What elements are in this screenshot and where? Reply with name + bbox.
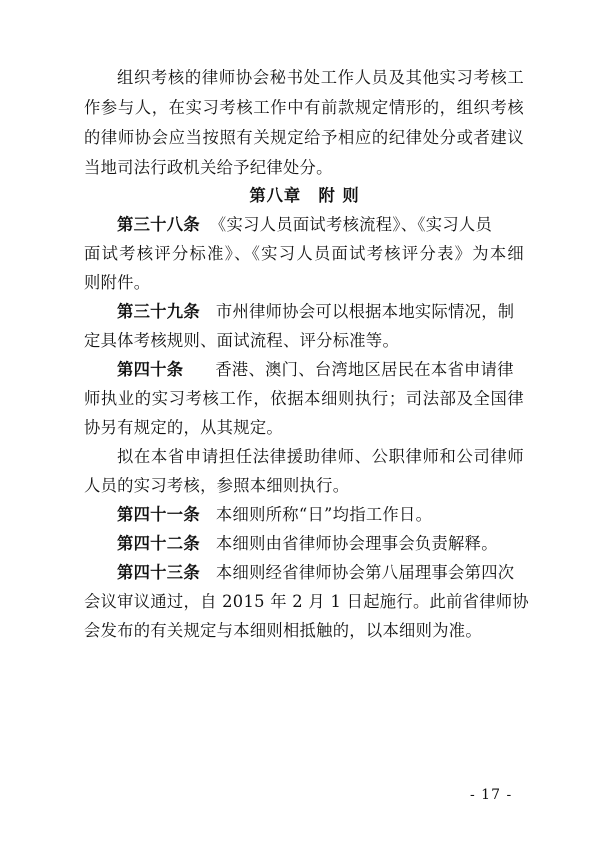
article-text: 市州律师协会可以根据本地实际情况，制 (215, 302, 515, 321)
article-43-line (117, 563, 524, 583)
article-label: 第四十条 (117, 360, 184, 379)
paragraph-line: 师执业的实习考核工作，依据本细则执行；司法部及全国律 (84, 389, 524, 408)
article-42-line (117, 534, 524, 554)
article-40-line (117, 360, 524, 380)
paragraph-line: 作参与人，在实习考核工作中有前款规定情形的，组织考核 (84, 98, 524, 117)
paragraph-line: 面试考核评分标准》、《实习人员面试考核评分表》为本细 (84, 244, 524, 263)
article-text: 本细则由省律师协会理事会负责解释。 (215, 534, 498, 553)
article-38-line (117, 215, 524, 235)
paragraph-line: 会发布的有关规定与本细则相抵触的，以本细则为准。 (84, 621, 482, 640)
paragraph-line: 的律师协会应当按照有关规定给予相应的纪律处分或者建议 (84, 128, 524, 147)
page-number: - 17 - (470, 787, 513, 803)
paragraph-line: 组织考核的律师协会秘书处工作人员及其他实习考核工 (117, 68, 524, 87)
paragraph-line: 人员的实习考核，参照本细则执行。 (84, 476, 350, 495)
article-41-line (117, 505, 524, 525)
article-label: 第四十二条 (117, 534, 200, 553)
paragraph-line: 当地司法行政机关给予纪律处分。 (84, 158, 333, 177)
article-text: 本细则所称“日”均指工作日。 (215, 505, 433, 524)
article-39-line (117, 302, 524, 322)
paragraph-line: 则附件。 (84, 273, 151, 292)
article-label: 第三十八条 (117, 215, 200, 234)
paragraph-line: 定具体考核规则、面试流程、评分标准等。 (84, 331, 400, 350)
article-text: 香港、澳门、台湾地区居民在本省申请律 (215, 360, 514, 379)
paragraph-line: 拟在本省申请担任法律援助律师、公职律师和公司律师 (117, 447, 524, 466)
article-text: 《实习人员面试考核流程》、《实习人员 (209, 215, 493, 234)
paragraph-line: 协另有规定的，从其规定。 (84, 418, 283, 437)
article-label: 第四十一条 (117, 505, 200, 524)
article-label: 第四十三条 (117, 563, 200, 582)
article-label: 第三十九条 (117, 302, 200, 321)
paragraph-line: 会议审议通过，自 2015 年 2 月 1 日起施行。此前省律师协 (84, 592, 530, 611)
article-text: 本细则经省律师协会第八届理事会第四次 (215, 563, 515, 582)
chapter-heading: 第八章 附 则 (249, 186, 360, 205)
